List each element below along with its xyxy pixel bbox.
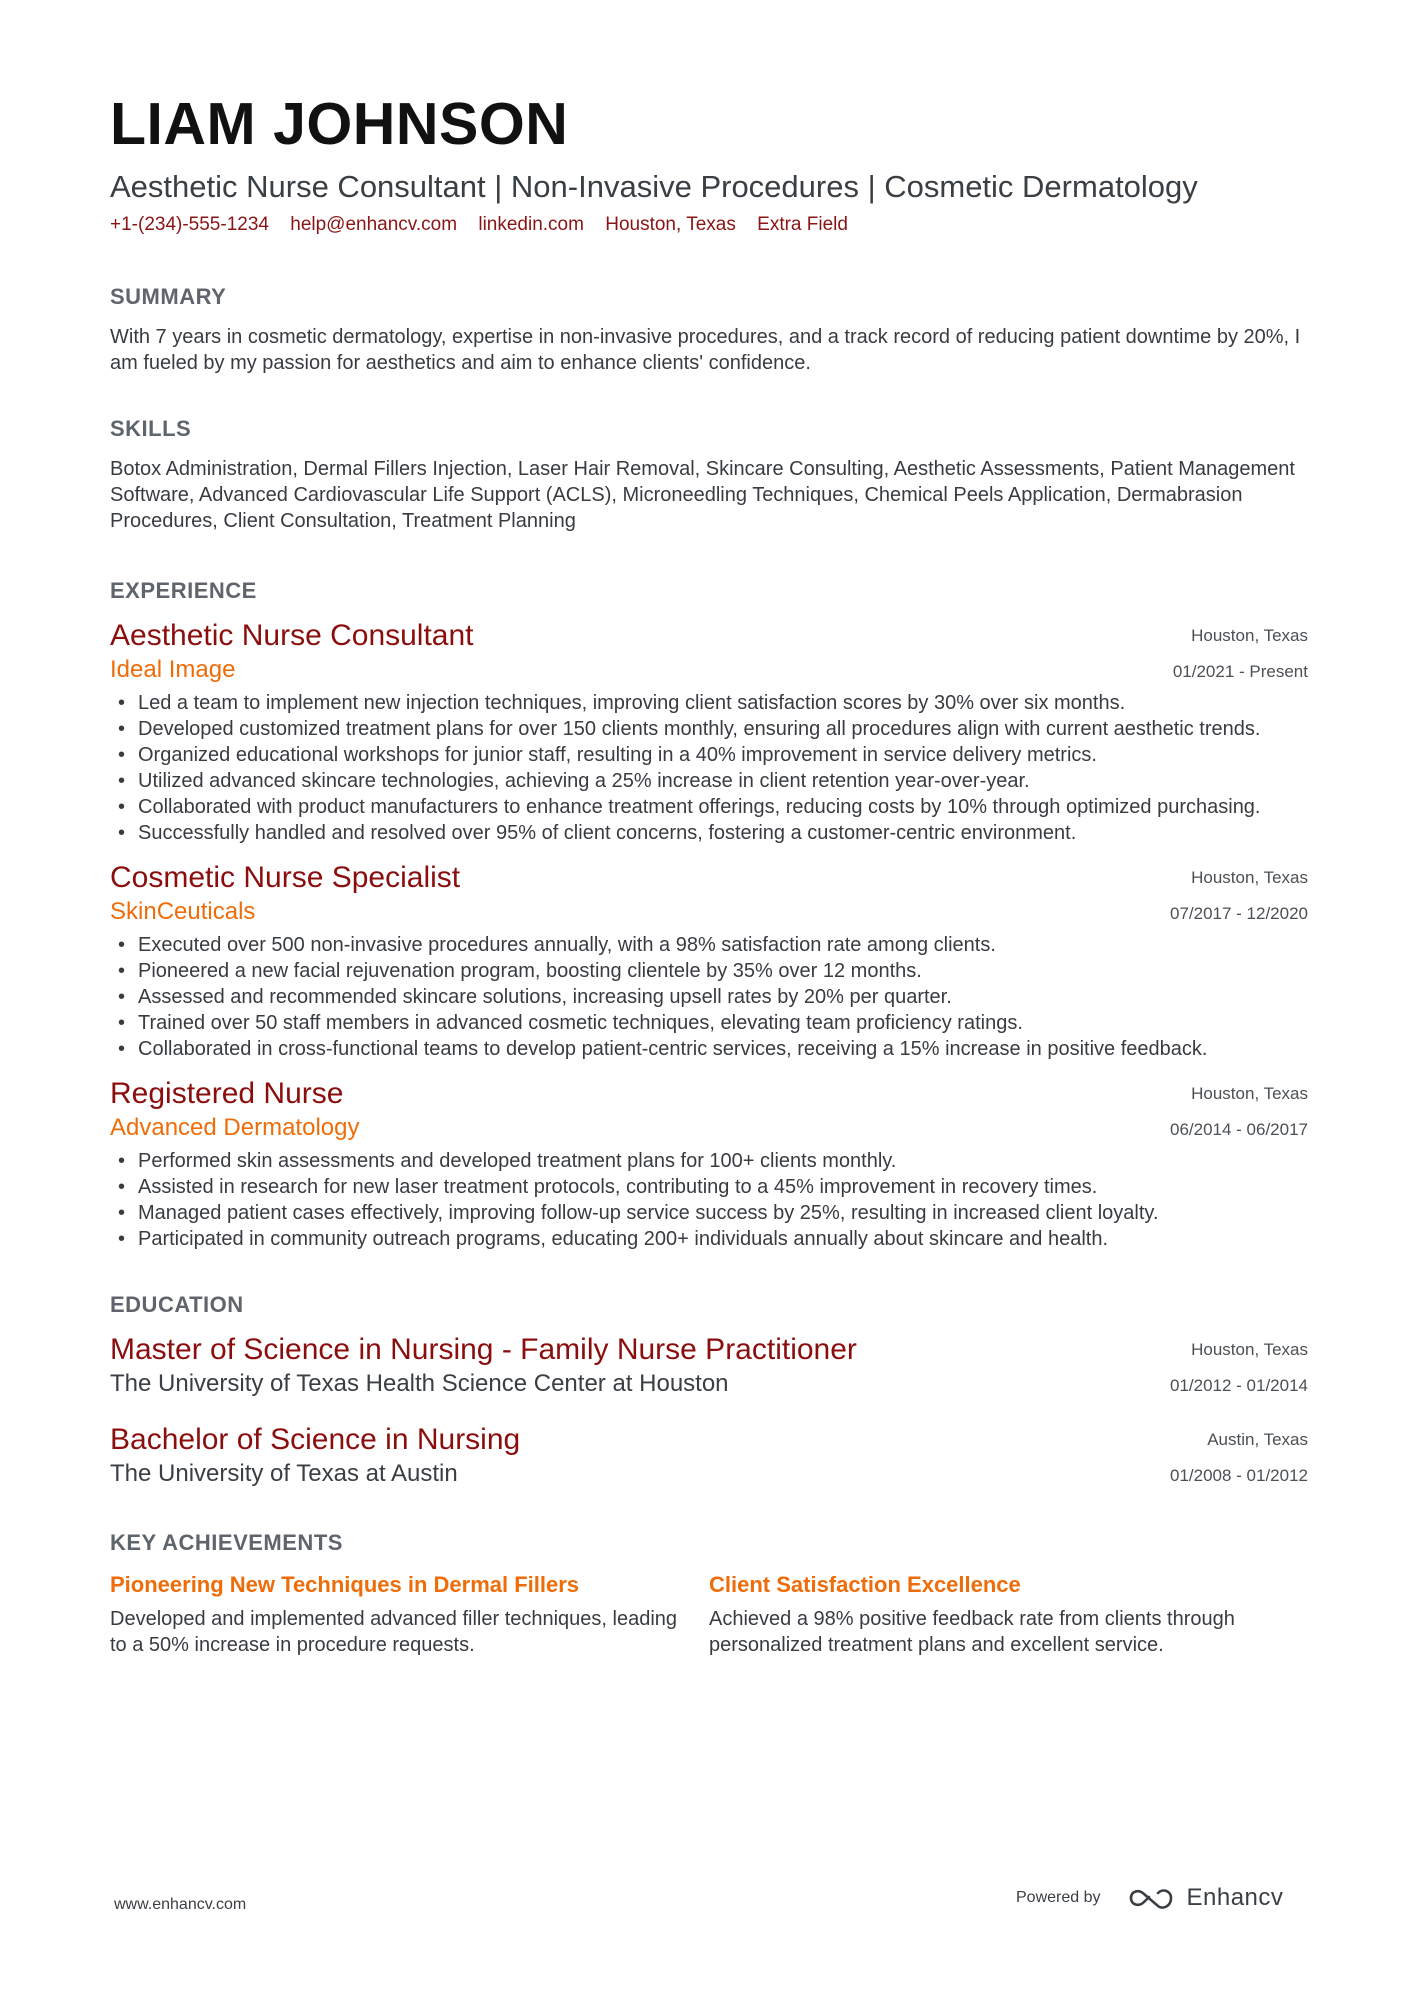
education-dates: 01/2008 - 01/2012 [1169,1466,1308,1486]
education-entry [110,1422,1308,1490]
summary-section [110,284,1308,376]
education-meta [1170,1422,1308,1494]
job-bullet: • Assisted in research for new laser treatment protocols, contributing to a 45% improvement in recovery times. [110,1174,1308,1200]
job-bullet: • Utilized advanced skincare technologies, achieving a 25% increase in client retention year-over-year. [110,768,1308,794]
education-school: The University of Texas Health Science Center at Houston [110,1370,729,1398]
job-meta [1173,618,1308,690]
contact-phone[interactable]: +1-(234)-555-1234 [110,214,269,236]
achievements-section [110,1530,1308,1658]
job-dates: 07/2017 - 12/2020 [1169,904,1308,924]
job-entry [110,618,1308,846]
candidate-headline: Aesthetic Nurse Consultant | Non-Invasive Procedures | Cosmetic Dermatology [110,169,1198,204]
section-title-achievements: KEY ACHIEVEMENTS [110,1530,343,1556]
job-location: Houston, Texas [1191,626,1308,646]
job-dates: 06/2014 - 06/2017 [1169,1120,1308,1140]
education-school: The University of Texas at Austin [110,1460,458,1488]
job-title: Aesthetic Nurse Consultant [110,619,474,653]
achievements-grid [110,1570,1308,1658]
job-title: Cosmetic Nurse Specialist [110,861,461,895]
job-bullet: • Successfully handled and resolved over 95% of client concerns, fostering a customer-centric environment. [110,820,1308,846]
job-entry [110,860,1308,1062]
contact-row [110,214,1308,236]
job-bullet: • Managed patient cases effectively, improving follow-up service success by 25%, resulting in increased client loyalty. [110,1200,1308,1226]
education-section [110,1292,1308,1490]
skills-section [110,416,1308,534]
job-bullet: • Collaborated with product manufacturers to enhance treatment offerings, reducing costs by 10% through optimized purchasing. [110,794,1308,820]
skills-text: Botox Administration, Dermal Fillers Injection, Laser Hair Removal, Skincare Consulting, Aesthetic Assessments, Patient Management Software, Advanced Cardiovascular Life Support (ACLS), Microneedling Techniques, Chemical Peels Application, Dermabrasion Procedures, Client Consultation, Treatment Planning [110,458,1295,533]
job-dates: 01/2021 - Present [1172,662,1308,682]
achievement-description: Achieved a 98% positive feedback rate from clients through personalized treatment plans and excellent service. [709,1608,1235,1657]
job-bullets [110,932,1308,1062]
job-bullet: • Led a team to implement new injection techniques, improving client satisfaction scores by 30% over six months. [110,690,1308,716]
achievement-title: Client Satisfaction Excellence [709,1572,1021,1598]
brand-name: Enhancv [1186,1884,1284,1911]
achievement-item [110,1570,709,1658]
contact-extra-field: Extra Field [757,214,848,236]
education-entry [110,1332,1308,1400]
experience-section [110,578,1308,1252]
achievement-description: Developed and implemented advanced filler techniques, leading to a 50% increase in procedure requests. [110,1608,678,1657]
footer-branding[interactable] [1016,1884,1283,1912]
section-title-skills: SKILLS [110,416,192,442]
job-location: Houston, Texas [1191,868,1308,888]
achievement-title: Pioneering New Techniques in Dermal Fillers [110,1572,580,1598]
job-meta [1170,1076,1308,1148]
candidate-name: LIAM JOHNSON [110,91,569,157]
job-entry [110,1076,1308,1252]
resume-header [110,91,1308,236]
job-bullets [110,1148,1308,1252]
job-bullets [110,690,1308,846]
education-degree: Bachelor of Science in Nursing [110,1423,521,1457]
education-meta [1170,1332,1308,1404]
resume-page [110,91,1308,1658]
job-bullet: • Organized educational workshops for junior staff, resulting in a 40% improvement in service delivery metrics. [110,742,1308,768]
education-degree: Master of Science in Nursing - Family Nurse Practitioner [110,1333,857,1367]
contact-linkedin[interactable]: linkedin.com [478,214,584,236]
contact-location: Houston, Texas [605,214,736,236]
job-bullet: • Executed over 500 non-invasive procedures annually, with a 98% satisfaction rate among clients. [110,932,1308,958]
job-bullet: • Collaborated in cross-functional teams to develop patient-centric services, receiving a 15% increase in positive feedback. [110,1036,1308,1062]
job-title: Registered Nurse [110,1077,344,1111]
footer-website-link[interactable]: www.enhancv.com [114,1896,247,1913]
summary-text: With 7 years in cosmetic dermatology, expertise in non-invasive procedures, and a track record of reducing patient downtime by 20%, I am fueled by my passion for aesthetics and aim to enhance clients' confidence. [110,326,1301,375]
powered-by-label: Powered by [1016,1889,1101,1906]
section-title-education: EDUCATION [110,1292,244,1318]
education-location: Houston, Texas [1191,1340,1308,1360]
job-company: SkinCeuticals [110,898,256,926]
job-bullet: • Developed customized treatment plans for over 150 clients monthly, ensuring all procedures align with current aesthetic trends. [110,716,1308,742]
contact-email[interactable]: help@enhancv.com [290,214,458,236]
job-bullet: • Trained over 50 staff members in advanced cosmetic techniques, elevating team proficiency ratings. [110,1010,1308,1036]
job-bullet: • Participated in community outreach programs, educating 200+ individuals annually about skincare and health. [110,1226,1308,1252]
job-bullet: • Performed skin assessments and developed treatment plans for 100+ clients monthly. [110,1148,1308,1174]
job-bullet: • Pioneered a new facial rejuvenation program, boosting clientele by 35% over 12 months. [110,958,1308,984]
job-company: Advanced Dermatology [110,1114,360,1142]
enhancv-logo-icon [1127,1885,1175,1911]
job-meta [1170,860,1308,932]
education-location: Austin, Texas [1207,1430,1308,1450]
education-dates: 01/2012 - 01/2014 [1169,1376,1308,1396]
job-company: Ideal Image [110,656,236,684]
achievement-item [709,1570,1308,1658]
job-location: Houston, Texas [1191,1084,1308,1104]
job-bullet: • Assessed and recommended skincare solutions, increasing upsell rates by 20% per quarter. [110,984,1308,1010]
section-title-summary: SUMMARY [110,284,227,310]
section-title-experience: EXPERIENCE [110,578,257,604]
